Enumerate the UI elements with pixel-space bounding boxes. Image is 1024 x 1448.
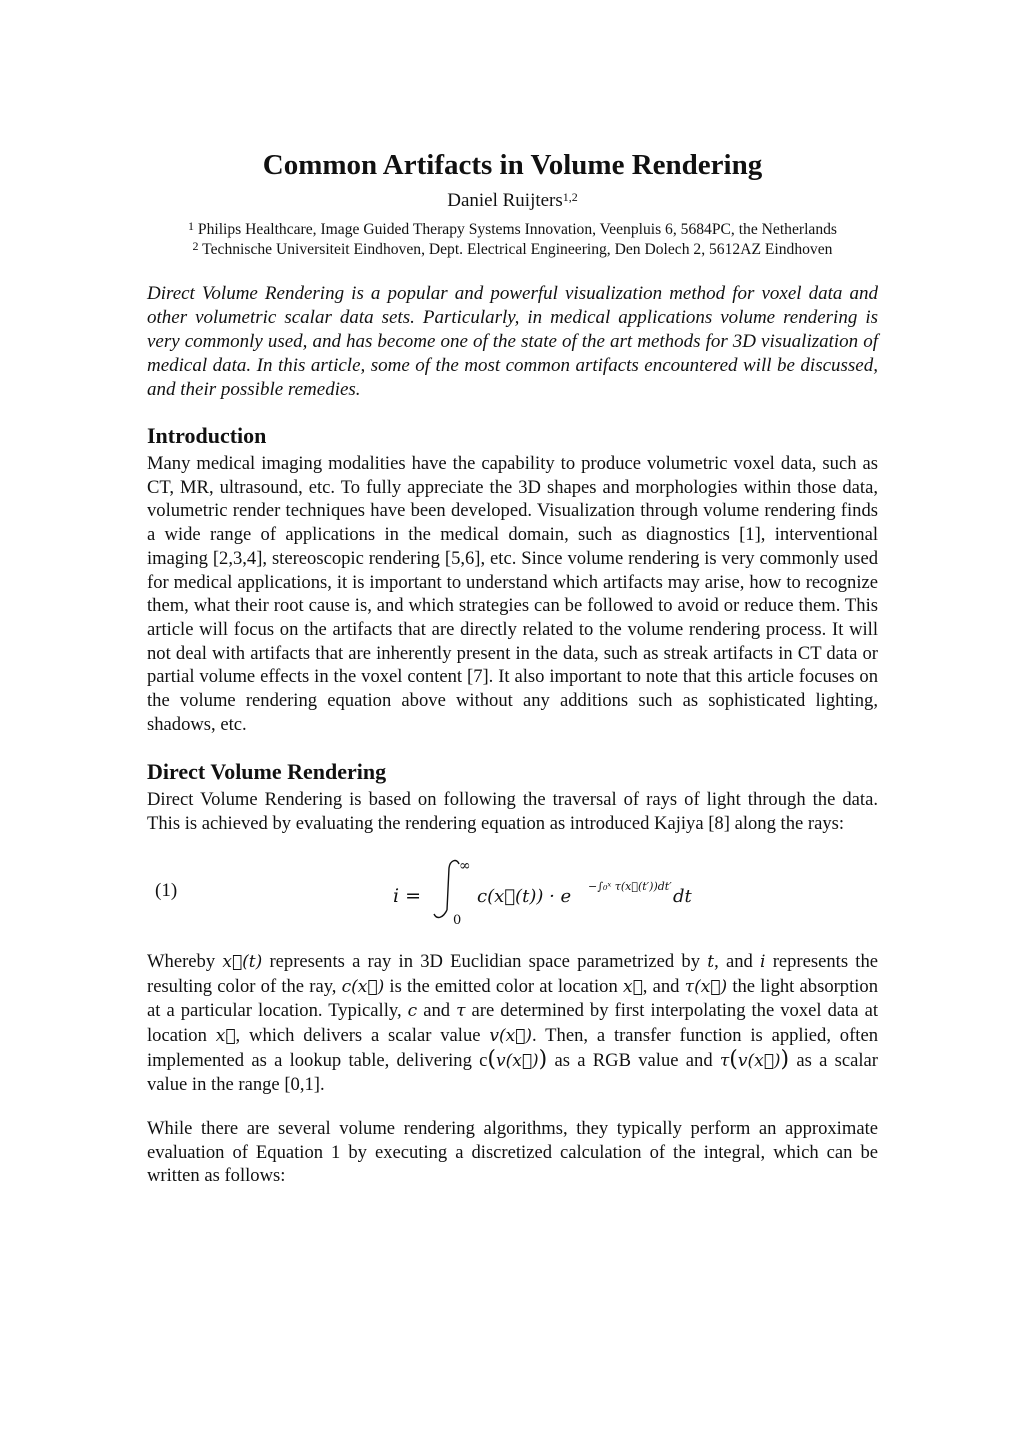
- paren-open: (: [487, 1046, 496, 1072]
- text-run: is the emitted color at location: [384, 975, 623, 997]
- text-run: , which delivers a scalar value: [235, 1024, 490, 1046]
- equation-exponent: −∫₀ˣ τ(x⃗(t′))dt′: [588, 879, 672, 893]
- integral-sign: [434, 860, 459, 917]
- author-name: Daniel Ruijters: [447, 190, 563, 211]
- closing-paragraph: While there are several volume rendering algorithms, they typically perform an approximate evaluation of Equation 1 by executing a discretized calculation of the integral, which can be written as follows:: [147, 1118, 878, 1187]
- text-run: , and: [642, 975, 685, 997]
- equation-upper-limit: ∞: [459, 857, 471, 874]
- math-inline: x⃗: [622, 976, 643, 997]
- equation-lower-limit: 0: [453, 912, 462, 928]
- math-inline: v(x⃗): [737, 1050, 781, 1071]
- equation-integrand: c(x⃗(t)) · e: [477, 885, 572, 907]
- text-run: , and: [714, 950, 761, 972]
- paper-title: Common Artifacts in Volume Rendering: [262, 149, 763, 181]
- math-inline: c(x⃗): [341, 976, 385, 997]
- text-run: the light absorption at a particular location. Typically,: [147, 975, 879, 1022]
- equation-differential: dt: [673, 885, 692, 907]
- section-heading-introduction: Introduction: [147, 423, 267, 448]
- text-run: are determined by first interpolating the voxel data at location: [147, 1000, 879, 1046]
- math-inline: x⃗(t): [222, 951, 263, 972]
- affiliation-1-mark: 1: [188, 219, 194, 233]
- text-run: . Then, a transfer function is applied, often implemented as a lookup table, delivering c: [147, 1024, 879, 1071]
- math-inline: t: [707, 951, 715, 972]
- math-inline: v(x⃗): [496, 1050, 539, 1071]
- text-run: represents the resulting color of the ray,: [147, 950, 879, 997]
- affiliation-1: [147, 220, 878, 240]
- affiliation-2: [147, 240, 878, 260]
- text-run: as a RGB value and: [547, 1049, 720, 1071]
- affiliation-2-mark: 2: [192, 239, 199, 253]
- equation-1: [147, 852, 878, 930]
- paper-page: [147, 148, 878, 1188]
- math-inline: i: [760, 951, 766, 972]
- whereby-paragraph: [147, 950, 878, 1097]
- author-affiliation-marks: 1,2: [562, 190, 578, 204]
- math-inline: τ(x⃗): [684, 976, 728, 997]
- equation-lhs: i =: [393, 884, 422, 907]
- paren-close: ): [780, 1046, 790, 1072]
- paren-close: ): [538, 1046, 548, 1072]
- text-run: and: [417, 1000, 457, 1022]
- math-inline: τ: [456, 1001, 466, 1022]
- dvr-paragraph: Direct Volume Rendering is based on following the traversal of rays of light through the data. This is achieved by evaluating the rendering equation as introduced Kajiya [8] along the rays:: [147, 789, 878, 835]
- equation-number: (1): [155, 879, 178, 901]
- abstract: Direct Volume Rendering is a popular and powerful visualization method for voxel data and other volumetric scalar data sets. Particularly, in medical applications volume rendering is very commonly used, and has become one of the state of the art methods for 3D visualization of medical data. In this article, some of the most common artifacts encountered will be discussed, and their possible remedies.: [147, 283, 878, 400]
- paren-open: (: [729, 1046, 738, 1072]
- text-run: represents a ray in 3D Euclidian space parametrized by: [262, 950, 708, 972]
- math-inline: v(x⃗): [489, 1025, 533, 1046]
- math-inline: τ: [719, 1050, 730, 1071]
- affiliation-2-text: Technische Universiteit Eindhoven, Dept. Electrical Engineering, Den Dolech 2, 5612AZ Eindhoven: [202, 241, 833, 258]
- introduction-paragraph: Many medical imaging modalities have the capability to produce volumetric voxel data, such as CT, MR, ultrasound, etc. To fully appreciate the 3D shapes and morphologies within those data, volumetric render techniques have been developed. Visualization through volume rendering finds a wide range of applications in the medical domain, such as diagnostics [1], interventional imaging [2,3,4], stereoscopic rendering [5,6], etc. Since volume rendering is very commonly used for medical applications, it is important to understand which artifacts may arise, how to recognize them, what their root cause is, and which strategies can be followed to avoid or reduce them. This article will focus on the artifacts that are directly related to the volume rendering process. It will not deal with artifacts that are inherently present in the data, such as streak artifacts in CT data or partial volume effects in the voxel content [7]. It also important to note that this article focuses on the volume rendering equation above without any additions such as sophisticated lighting, shadows, etc.: [147, 453, 878, 735]
- math-inline: x⃗: [215, 1025, 236, 1046]
- rendering-equation: [377, 852, 697, 930]
- math-inline: c: [407, 1001, 418, 1022]
- text-run: Whereby: [147, 950, 223, 972]
- author-line: [147, 189, 878, 213]
- affiliation-1-text: Philips Healthcare, Image Guided Therapy Systems Innovation, Veenpluis 6, 5684PC, the Netherlands: [197, 221, 837, 238]
- text-run: as a scalar value in the range [0,1].: [147, 1049, 878, 1096]
- section-heading-direct-volume-rendering: Direct Volume Rendering: [147, 759, 387, 785]
